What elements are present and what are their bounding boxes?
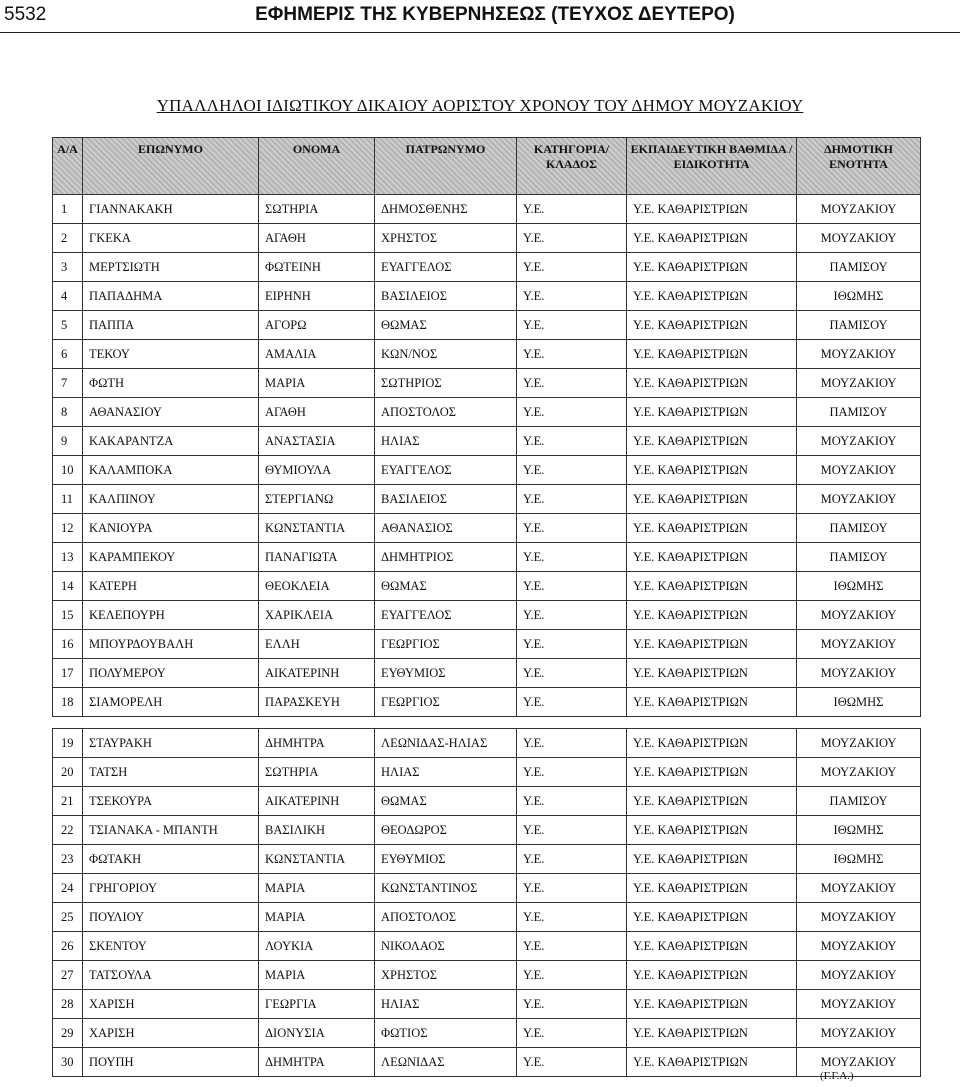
cell-municipal-unit: ΙΘΩΜΗΣ [797, 816, 921, 845]
cell-aa: 4 [53, 282, 83, 311]
column-header-surname: ΕΠΩΝΥΜΟ [83, 138, 259, 195]
cell-education: Υ.Ε. ΚΑΘΑΡΙΣΤΡΙΩΝ [627, 224, 797, 253]
table-row [53, 543, 921, 572]
cell-name: ΑΙΚΑΤΕΡΙΝΗ [259, 787, 375, 816]
table-header-row [53, 138, 921, 195]
cell-category: Υ.Ε. [517, 253, 627, 282]
cell-father-name: ΓΕΩΡΓΙΟΣ [375, 688, 517, 717]
cell-father-name: ΧΡΗΣΤΟΣ [375, 224, 517, 253]
cell-aa: 8 [53, 398, 83, 427]
cell-surname: ΤΑΤΣΟΥΛΑ [83, 961, 259, 990]
table-row [53, 369, 921, 398]
cell-aa: 6 [53, 340, 83, 369]
cell-municipal-unit: ΜΟΥΖΑΚΙΟΥ [797, 932, 921, 961]
cell-education: Υ.Ε. ΚΑΘΑΡΙΣΤΡΙΩΝ [627, 630, 797, 659]
cell-name: ΑΓΟΡΩ [259, 311, 375, 340]
cell-municipal-unit: ΠΑΜΙΣΟΥ [797, 398, 921, 427]
cell-category: Υ.Ε. [517, 398, 627, 427]
column-header-municipal-unit: ΔΗΜΟΤΙΚΗ ΕΝΟΤΗΤΑ [797, 138, 921, 195]
table-body-top [53, 195, 921, 717]
cell-surname: ΓΚΕΚΑ [83, 224, 259, 253]
table-row [53, 282, 921, 311]
cell-category: Υ.Ε. [517, 1019, 627, 1048]
cell-surname: ΚΑΛΑΜΠΟΚΑ [83, 456, 259, 485]
header-rule [0, 32, 960, 33]
cell-municipal-unit: ΠΑΜΙΣΟΥ [797, 514, 921, 543]
cell-municipal-unit: ΙΘΩΜΗΣ [797, 282, 921, 311]
table-row [53, 758, 921, 787]
cell-education: Υ.Ε. ΚΑΘΑΡΙΣΤΡΙΩΝ [627, 572, 797, 601]
cell-surname: ΚΑΤΕΡΗ [83, 572, 259, 601]
cell-name: ΣΩΤΗΡΙΑ [259, 758, 375, 787]
cell-aa: 27 [53, 961, 83, 990]
cell-father-name: ΕΥΑΓΓΕΛΟΣ [375, 456, 517, 485]
cell-name: ΑΓΑΘΗ [259, 224, 375, 253]
cell-education: Υ.Ε. ΚΑΘΑΡΙΣΤΡΙΩΝ [627, 729, 797, 758]
cell-father-name: ΧΡΗΣΤΟΣ [375, 961, 517, 990]
cell-aa: 11 [53, 485, 83, 514]
page-number: 5532 [4, 4, 47, 25]
staff-table-bottom [52, 728, 921, 1077]
cell-category: Υ.Ε. [517, 961, 627, 990]
cell-category: Υ.Ε. [517, 427, 627, 456]
cell-name: ΘΥΜΙΟΥΛΑ [259, 456, 375, 485]
cell-education: Υ.Ε. ΚΑΘΑΡΙΣΤΡΙΩΝ [627, 874, 797, 903]
cell-surname: ΤΕΚΟΥ [83, 340, 259, 369]
cell-education: Υ.Ε. ΚΑΘΑΡΙΣΤΡΙΩΝ [627, 1048, 797, 1077]
cell-father-name: ΔΗΜΗΤΡΙΟΣ [375, 543, 517, 572]
cell-surname: ΓΡΗΓΟΡΙΟΥ [83, 874, 259, 903]
cell-education: Υ.Ε. ΚΑΘΑΡΙΣΤΡΙΩΝ [627, 543, 797, 572]
cell-surname: ΠΑΠΑΔΗΜΑ [83, 282, 259, 311]
cell-education: Υ.Ε. ΚΑΘΑΡΙΣΤΡΙΩΝ [627, 845, 797, 874]
cell-municipal-unit: ΜΟΥΖΑΚΙΟΥ [797, 340, 921, 369]
column-header-education: ΕΚΠΑΙΔΕΥΤΙΚΗ ΒΑΘΜΙΔΑ / ΕΙΔΙΚΟΤΗΤΑ [627, 138, 797, 195]
cell-category: Υ.Ε. [517, 340, 627, 369]
cell-name: ΓΕΩΡΓΙΑ [259, 990, 375, 1019]
cell-father-name: ΦΩΤΙΟΣ [375, 1019, 517, 1048]
cell-municipal-unit: ΜΟΥΖΑΚΙΟΥ [797, 758, 921, 787]
table-row [53, 874, 921, 903]
table-row [53, 253, 921, 282]
cell-municipal-unit: ΜΟΥΖΑΚΙΟΥ [797, 427, 921, 456]
footnote: (Γ.Γ.Α.) [820, 1070, 854, 1082]
table-row [53, 816, 921, 845]
cell-name: ΜΑΡΙΑ [259, 903, 375, 932]
cell-surname: ΣΚΕΝΤΟΥ [83, 932, 259, 961]
cell-name: ΣΩΤΗΡΙΑ [259, 195, 375, 224]
cell-father-name: ΚΩΝΣΤΑΝΤΙΝΟΣ [375, 874, 517, 903]
journal-title: ΕΦΗΜΕΡΙΣ ΤΗΣ ΚΥΒΕΡΝΗΣΕΩΣ (ΤΕΥΧΟΣ ΔΕΥΤΕΡΟ) [255, 4, 735, 25]
table-row [53, 572, 921, 601]
table-row [53, 1048, 921, 1077]
cell-father-name: ΝΙΚΟΛΑΟΣ [375, 932, 517, 961]
cell-aa: 1 [53, 195, 83, 224]
cell-aa: 14 [53, 572, 83, 601]
table-row [53, 224, 921, 253]
cell-name: ΔΗΜΗΤΡΑ [259, 729, 375, 758]
column-header-category: ΚΑΤΗΓΟΡΙΑ/ ΚΛΑΔΟΣ [517, 138, 627, 195]
cell-category: Υ.Ε. [517, 630, 627, 659]
cell-surname: ΦΩΤΑΚΗ [83, 845, 259, 874]
cell-surname: ΤΑΤΣΗ [83, 758, 259, 787]
table-row [53, 932, 921, 961]
cell-municipal-unit: ΠΑΜΙΣΟΥ [797, 311, 921, 340]
cell-surname: ΠΟΥΠΗ [83, 1048, 259, 1077]
cell-name: ΠΑΝΑΓΙΩΤΑ [259, 543, 375, 572]
cell-aa: 13 [53, 543, 83, 572]
cell-father-name: ΕΥΘΥΜΙΟΣ [375, 845, 517, 874]
cell-father-name: ΔΗΜΟΣΘΕΝΗΣ [375, 195, 517, 224]
cell-category: Υ.Ε. [517, 456, 627, 485]
table-row [53, 990, 921, 1019]
cell-municipal-unit: ΜΟΥΖΑΚΙΟΥ [797, 990, 921, 1019]
cell-name: ΜΑΡΙΑ [259, 369, 375, 398]
cell-father-name: ΘΩΜΑΣ [375, 311, 517, 340]
cell-surname: ΚΕΛΕΠΟΥΡΗ [83, 601, 259, 630]
cell-category: Υ.Ε. [517, 543, 627, 572]
cell-father-name: ΑΘΑΝΑΣΙΟΣ [375, 514, 517, 543]
cell-father-name: ΑΠΟΣΤΟΛΟΣ [375, 398, 517, 427]
cell-surname: ΚΑΛΠΙΝΟΥ [83, 485, 259, 514]
cell-municipal-unit: ΜΟΥΖΑΚΙΟΥ [797, 961, 921, 990]
cell-education: Υ.Ε. ΚΑΘΑΡΙΣΤΡΙΩΝ [627, 816, 797, 845]
table-body-bottom [53, 729, 921, 1077]
cell-education: Υ.Ε. ΚΑΘΑΡΙΣΤΡΙΩΝ [627, 485, 797, 514]
cell-aa: 24 [53, 874, 83, 903]
cell-municipal-unit: ΜΟΥΖΑΚΙΟΥ [797, 456, 921, 485]
cell-name: ΜΑΡΙΑ [259, 874, 375, 903]
table-row [53, 311, 921, 340]
cell-aa: 29 [53, 1019, 83, 1048]
cell-education: Υ.Ε. ΚΑΘΑΡΙΣΤΡΙΩΝ [627, 903, 797, 932]
staff-table-top [52, 137, 921, 717]
cell-municipal-unit: ΜΟΥΖΑΚΙΟΥ [797, 601, 921, 630]
cell-name: ΕΙΡΗΝΗ [259, 282, 375, 311]
cell-surname: ΜΠΟΥΡΔΟΥΒΑΛΗ [83, 630, 259, 659]
cell-education: Υ.Ε. ΚΑΘΑΡΙΣΤΡΙΩΝ [627, 456, 797, 485]
cell-father-name: ΘΩΜΑΣ [375, 787, 517, 816]
cell-education: Υ.Ε. ΚΑΘΑΡΙΣΤΡΙΩΝ [627, 311, 797, 340]
cell-father-name: ΒΑΣΙΛΕΙΟΣ [375, 282, 517, 311]
cell-category: Υ.Ε. [517, 845, 627, 874]
cell-category: Υ.Ε. [517, 601, 627, 630]
cell-education: Υ.Ε. ΚΑΘΑΡΙΣΤΡΙΩΝ [627, 369, 797, 398]
cell-aa: 25 [53, 903, 83, 932]
table-row [53, 427, 921, 456]
cell-surname: ΤΣΕΚΟΥΡΑ [83, 787, 259, 816]
cell-category: Υ.Ε. [517, 932, 627, 961]
cell-name: ΧΑΡΙΚΛΕΙΑ [259, 601, 375, 630]
page-header [0, 0, 960, 32]
cell-father-name: ΣΩΤΗΡΙΟΣ [375, 369, 517, 398]
table-row [53, 485, 921, 514]
cell-education: Υ.Ε. ΚΑΘΑΡΙΣΤΡΙΩΝ [627, 427, 797, 456]
cell-education: Υ.Ε. ΚΑΘΑΡΙΣΤΡΙΩΝ [627, 253, 797, 282]
table-row [53, 659, 921, 688]
cell-aa: 26 [53, 932, 83, 961]
cell-aa: 15 [53, 601, 83, 630]
column-header-name: ΟΝΟΜΑ [259, 138, 375, 195]
cell-name: ΑΜΑΛΙΑ [259, 340, 375, 369]
cell-name: ΑΝΑΣΤΑΣΙΑ [259, 427, 375, 456]
cell-aa: 28 [53, 990, 83, 1019]
table-row [53, 630, 921, 659]
cell-municipal-unit: ΜΟΥΖΑΚΙΟΥ [797, 630, 921, 659]
cell-surname: ΧΑΡΙΣΗ [83, 1019, 259, 1048]
cell-surname: ΦΩΤΗ [83, 369, 259, 398]
cell-name: ΦΩΤΕΙΝΗ [259, 253, 375, 282]
cell-name: ΑΓΑΘΗ [259, 398, 375, 427]
cell-name: ΘΕΟΚΛΕΙΑ [259, 572, 375, 601]
cell-municipal-unit: ΙΘΩΜΗΣ [797, 845, 921, 874]
cell-aa: 18 [53, 688, 83, 717]
cell-surname: ΣΙΑΜΟΡΕΛΗ [83, 688, 259, 717]
cell-aa: 21 [53, 787, 83, 816]
cell-municipal-unit: ΜΟΥΖΑΚΙΟΥ [797, 874, 921, 903]
table-row [53, 456, 921, 485]
cell-municipal-unit: ΠΑΜΙΣΟΥ [797, 787, 921, 816]
cell-surname: ΜΕΡΤΣΙΩΤΗ [83, 253, 259, 282]
cell-education: Υ.Ε. ΚΑΘΑΡΙΣΤΡΙΩΝ [627, 1019, 797, 1048]
cell-aa: 22 [53, 816, 83, 845]
cell-name: ΒΑΣΙΛΙΚΗ [259, 816, 375, 845]
table-row [53, 787, 921, 816]
cell-municipal-unit: ΠΑΜΙΣΟΥ [797, 253, 921, 282]
cell-category: Υ.Ε. [517, 282, 627, 311]
cell-municipal-unit: ΜΟΥΖΑΚΙΟΥ [797, 1019, 921, 1048]
cell-category: Υ.Ε. [517, 729, 627, 758]
cell-father-name: ΒΑΣΙΛΕΙΟΣ [375, 485, 517, 514]
cell-surname: ΑΘΑΝΑΣΙΟΥ [83, 398, 259, 427]
cell-aa: 30 [53, 1048, 83, 1077]
cell-surname: ΚΑΝΙΟΥΡΑ [83, 514, 259, 543]
cell-category: Υ.Ε. [517, 485, 627, 514]
cell-father-name: ΓΕΩΡΓΙΟΣ [375, 630, 517, 659]
cell-municipal-unit: ΙΘΩΜΗΣ [797, 572, 921, 601]
cell-aa: 7 [53, 369, 83, 398]
cell-education: Υ.Ε. ΚΑΘΑΡΙΣΤΡΙΩΝ [627, 659, 797, 688]
cell-name: ΑΙΚΑΤΕΡΙΝΗ [259, 659, 375, 688]
cell-father-name: ΕΥΘΥΜΙΟΣ [375, 659, 517, 688]
table-row [53, 601, 921, 630]
cell-surname: ΤΣΙΑΝΑΚΑ - ΜΠΑΝΤΗ [83, 816, 259, 845]
column-header-aa: Α/Α [53, 138, 83, 195]
cell-surname: ΧΑΡΙΣΗ [83, 990, 259, 1019]
cell-municipal-unit: ΜΟΥΖΑΚΙΟΥ [797, 224, 921, 253]
cell-father-name: ΕΥΑΓΓΕΛΟΣ [375, 253, 517, 282]
cell-name: ΚΩΝΣΤΑΝΤΙΑ [259, 845, 375, 874]
cell-municipal-unit: ΜΟΥΖΑΚΙΟΥ [797, 659, 921, 688]
table-row [53, 195, 921, 224]
cell-name: ΠΑΡΑΣΚΕΥΗ [259, 688, 375, 717]
cell-category: Υ.Ε. [517, 688, 627, 717]
cell-aa: 23 [53, 845, 83, 874]
cell-aa: 19 [53, 729, 83, 758]
cell-name: ΔΙΟΝΥΣΙΑ [259, 1019, 375, 1048]
cell-municipal-unit: ΜΟΥΖΑΚΙΟΥ [797, 369, 921, 398]
cell-name: ΕΛΛΗ [259, 630, 375, 659]
cell-category: Υ.Ε. [517, 1048, 627, 1077]
table-row [53, 961, 921, 990]
table-row [53, 514, 921, 543]
table-row [53, 340, 921, 369]
cell-father-name: ΑΠΟΣΤΟΛΟΣ [375, 903, 517, 932]
cell-aa: 5 [53, 311, 83, 340]
cell-municipal-unit: ΜΟΥΖΑΚΙΟΥ [797, 195, 921, 224]
cell-surname: ΓΙΑΝΝΑΚΑΚΗ [83, 195, 259, 224]
cell-aa: 2 [53, 224, 83, 253]
cell-category: Υ.Ε. [517, 311, 627, 340]
cell-name: ΜΑΡΙΑ [259, 961, 375, 990]
table-row [53, 845, 921, 874]
cell-father-name: ΛΕΩΝΙΔΑΣ-ΗΛΙΑΣ [375, 729, 517, 758]
cell-education: Υ.Ε. ΚΑΘΑΡΙΣΤΡΙΩΝ [627, 195, 797, 224]
cell-aa: 16 [53, 630, 83, 659]
column-header-father-name: ΠΑΤΡΩΝΥΜΟ [375, 138, 517, 195]
cell-education: Υ.Ε. ΚΑΘΑΡΙΣΤΡΙΩΝ [627, 990, 797, 1019]
cell-father-name: ΛΕΩΝΙΔΑΣ [375, 1048, 517, 1077]
cell-father-name: ΘΩΜΑΣ [375, 572, 517, 601]
cell-category: Υ.Ε. [517, 903, 627, 932]
cell-category: Υ.Ε. [517, 874, 627, 903]
cell-education: Υ.Ε. ΚΑΘΑΡΙΣΤΡΙΩΝ [627, 688, 797, 717]
table-row [53, 903, 921, 932]
cell-education: Υ.Ε. ΚΑΘΑΡΙΣΤΡΙΩΝ [627, 340, 797, 369]
cell-surname: ΠΟΛΥΜΕΡΟΥ [83, 659, 259, 688]
cell-aa: 12 [53, 514, 83, 543]
cell-category: Υ.Ε. [517, 195, 627, 224]
cell-father-name: ΗΛΙΑΣ [375, 427, 517, 456]
cell-category: Υ.Ε. [517, 659, 627, 688]
cell-name: ΚΩΝΣΤΑΝΤΙΑ [259, 514, 375, 543]
cell-municipal-unit: ΜΟΥΖΑΚΙΟΥ [797, 485, 921, 514]
cell-category: Υ.Ε. [517, 787, 627, 816]
cell-father-name: ΘΕΟΔΩΡΟΣ [375, 816, 517, 845]
document-title: ΥΠΑΛΛΗΛΟΙ ΙΔΙΩΤΙΚΟΥ ΔΙΚΑΙΟΥ ΑΟΡΙΣΤΟΥ ΧΡΟΝΟΥ ΤΟΥ ΔΗΜΟΥ ΜΟΥΖΑΚΙΟΥ [156, 96, 804, 115]
cell-aa: 9 [53, 427, 83, 456]
cell-father-name: ΗΛΙΑΣ [375, 758, 517, 787]
cell-aa: 10 [53, 456, 83, 485]
cell-name: ΛΟΥΚΙΑ [259, 932, 375, 961]
cell-category: Υ.Ε. [517, 572, 627, 601]
cell-category: Υ.Ε. [517, 990, 627, 1019]
cell-municipal-unit: ΠΑΜΙΣΟΥ [797, 543, 921, 572]
cell-category: Υ.Ε. [517, 758, 627, 787]
cell-surname: ΚΑΡΑΜΠΕΚΟΥ [83, 543, 259, 572]
cell-category: Υ.Ε. [517, 514, 627, 543]
cell-municipal-unit: ΙΘΩΜΗΣ [797, 688, 921, 717]
cell-father-name: ΕΥΑΓΓΕΛΟΣ [375, 601, 517, 630]
table-row [53, 398, 921, 427]
cell-municipal-unit: ΜΟΥΖΑΚΙΟΥ [797, 1048, 921, 1077]
cell-surname: ΠΑΠΠΑ [83, 311, 259, 340]
cell-category: Υ.Ε. [517, 369, 627, 398]
cell-education: Υ.Ε. ΚΑΘΑΡΙΣΤΡΙΩΝ [627, 961, 797, 990]
cell-municipal-unit: ΜΟΥΖΑΚΙΟΥ [797, 903, 921, 932]
cell-aa: 3 [53, 253, 83, 282]
table-row [53, 1019, 921, 1048]
cell-name: ΔΗΜΗΤΡΑ [259, 1048, 375, 1077]
cell-category: Υ.Ε. [517, 224, 627, 253]
cell-education: Υ.Ε. ΚΑΘΑΡΙΣΤΡΙΩΝ [627, 932, 797, 961]
table-row [53, 688, 921, 717]
cell-surname: ΠΟΥΛΙΟΥ [83, 903, 259, 932]
cell-education: Υ.Ε. ΚΑΘΑΡΙΣΤΡΙΩΝ [627, 514, 797, 543]
cell-father-name: ΚΩΝ/ΝΟΣ [375, 340, 517, 369]
cell-aa: 17 [53, 659, 83, 688]
cell-education: Υ.Ε. ΚΑΘΑΡΙΣΤΡΙΩΝ [627, 758, 797, 787]
table-row [53, 729, 921, 758]
cell-education: Υ.Ε. ΚΑΘΑΡΙΣΤΡΙΩΝ [627, 601, 797, 630]
cell-education: Υ.Ε. ΚΑΘΑΡΙΣΤΡΙΩΝ [627, 787, 797, 816]
cell-municipal-unit: ΜΟΥΖΑΚΙΟΥ [797, 729, 921, 758]
cell-aa: 20 [53, 758, 83, 787]
cell-education: Υ.Ε. ΚΑΘΑΡΙΣΤΡΙΩΝ [627, 282, 797, 311]
cell-education: Υ.Ε. ΚΑΘΑΡΙΣΤΡΙΩΝ [627, 398, 797, 427]
cell-surname: ΣΤΑΥΡΑΚΗ [83, 729, 259, 758]
cell-father-name: ΗΛΙΑΣ [375, 990, 517, 1019]
cell-category: Υ.Ε. [517, 816, 627, 845]
cell-name: ΣΤΕΡΓΙΑΝΩ [259, 485, 375, 514]
cell-surname: ΚΑΚΑΡΑΝΤΖΑ [83, 427, 259, 456]
